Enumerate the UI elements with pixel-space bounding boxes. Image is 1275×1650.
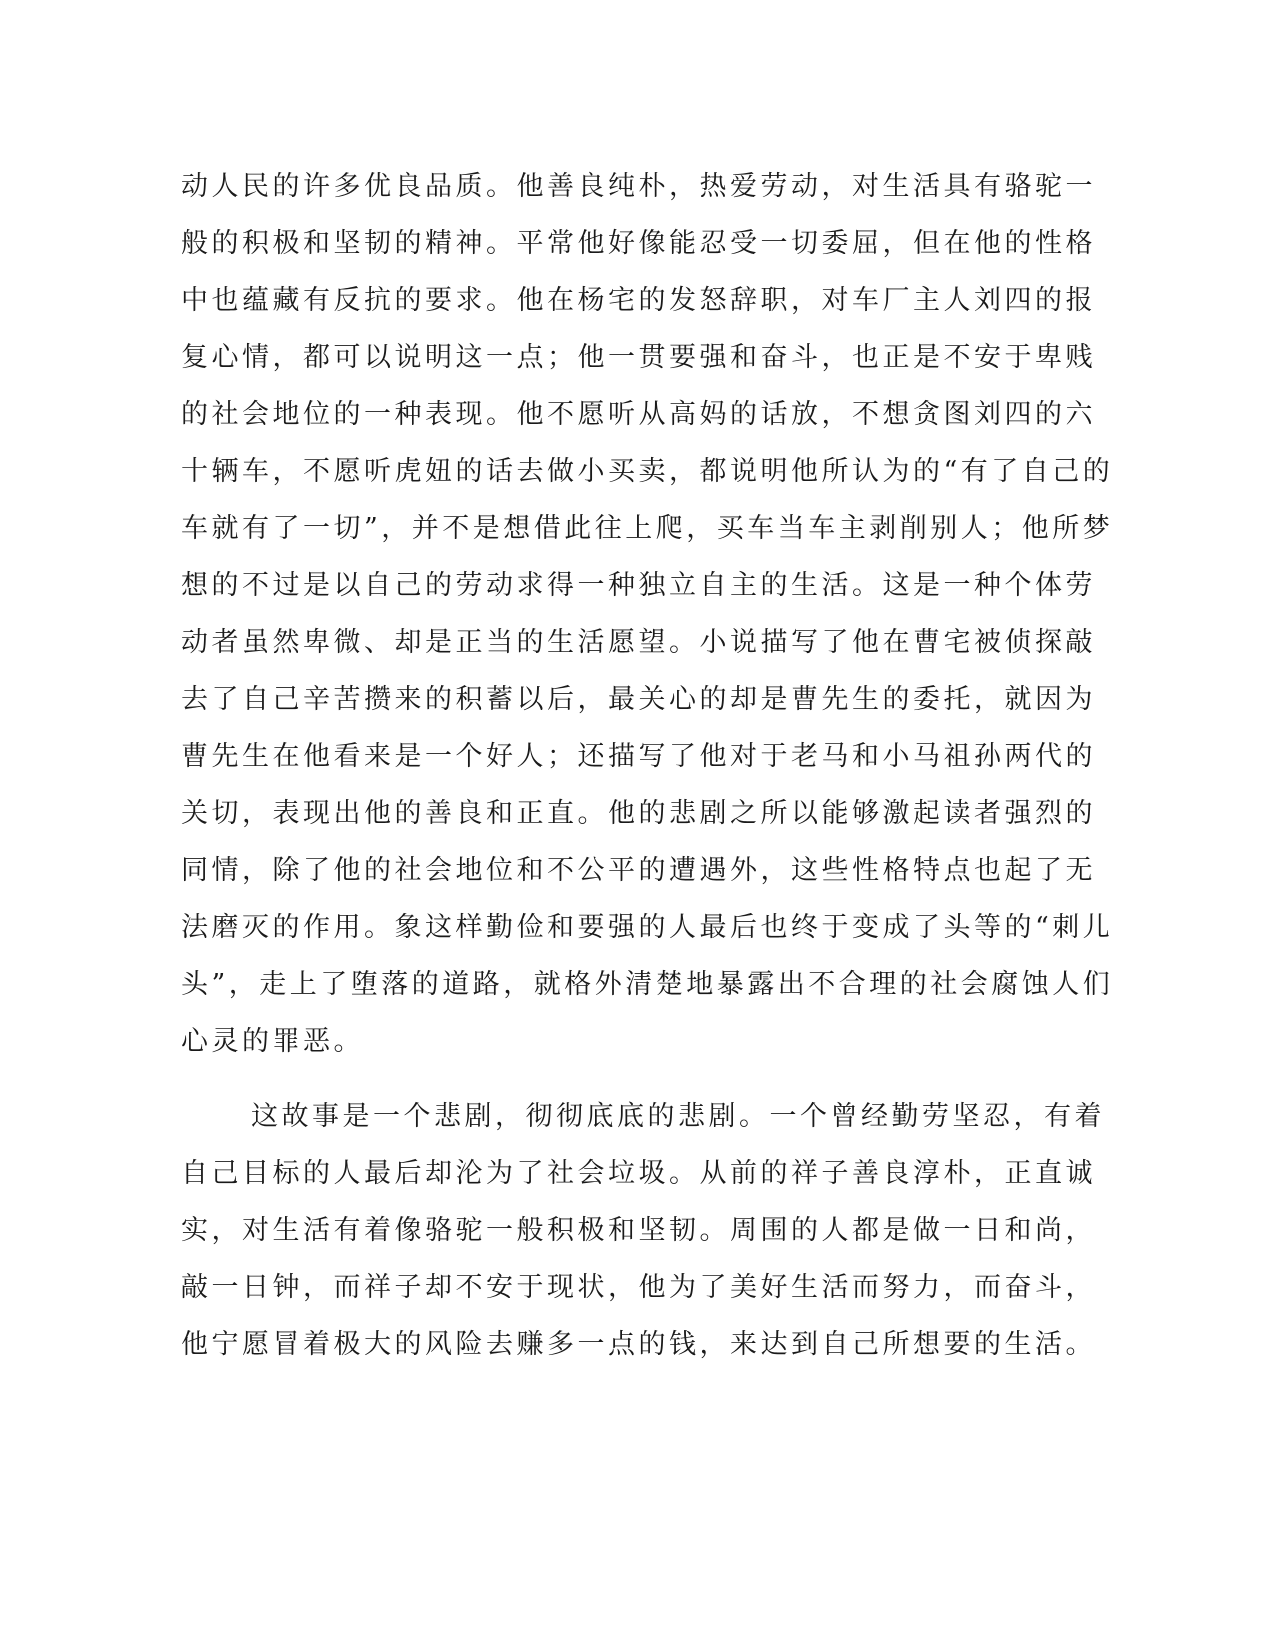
- text-line: 十辆车，不愿听虎妞的话去做小买卖，都说明他所认为的“有了自己的: [181, 456, 1114, 487]
- text-line: 的社会地位的一种表现。他不愿听从高妈的话放，不想贪图刘四的六: [181, 399, 1096, 430]
- text-line: 曹先生在他看来是一个好人；还描写了他对于老马和小马祖孙两代的: [181, 741, 1096, 772]
- text-line: 他宁愿冒着极大的风险去赚多一点的钱，来达到自己所想要的生活。: [181, 1329, 1096, 1360]
- text-line: 关切，表现出他的善良和正直。他的悲剧之所以能够激起读者强烈的: [181, 798, 1096, 829]
- paragraph-1: [181, 158, 1114, 1070]
- text-line: 动人民的许多优良品质。他善良纯朴，热爱劳动，对生活具有骆驼一: [181, 171, 1096, 202]
- text-line: 同情，除了他的社会地位和不公平的遭遇外，这些性格特点也起了无: [181, 855, 1096, 886]
- text-line: 自己目标的人最后却沦为了社会垃圾。从前的祥子善良淳朴，正直诚: [181, 1158, 1096, 1189]
- paragraph-spacing: [181, 1070, 1041, 1088]
- text-line: 中也蕴藏有反抗的要求。他在杨宅的发怒辞职，对车厂主人刘四的报: [181, 285, 1096, 316]
- text-line: 实，对生活有着像骆驼一般积极和坚韧。周围的人都是做一日和尚，: [181, 1215, 1096, 1246]
- text-line: 这故事是一个悲剧，彻彻底底的悲剧。一个曾经勤劳坚忍，有着: [251, 1101, 1105, 1132]
- text-line: 敲一日钟，而祥子却不安于现状，他为了美好生活而努力，而奋斗，: [181, 1272, 1096, 1303]
- text-line: 复心情，都可以说明这一点；他一贯要强和奋斗，也正是不安于卑贱: [181, 342, 1096, 373]
- text-line: 法磨灭的作用。象这样勤俭和要强的人最后也终于变成了头等的“刺儿: [181, 912, 1114, 943]
- text-line: 想的不过是以自己的劳动求得一种独立自主的生活。这是一种个体劳: [181, 570, 1096, 601]
- text-line: 动者虽然卑微、却是正当的生活愿望。小说描写了他在曹宅被侦探敲: [181, 627, 1096, 658]
- text-line: 心灵的罪恶。: [181, 1026, 364, 1057]
- text-line: 车就有了一切”，并不是想借此往上爬，买车当车主剥削别人；他所梦: [181, 513, 1114, 544]
- text-line: 般的积极和坚韧的精神。平常他好像能忍受一切委屈，但在他的性格: [181, 228, 1096, 259]
- paragraph-2: [181, 1088, 1105, 1373]
- text-line: 去了自己辛苦攒来的积蓄以后，最关心的却是曹先生的委托，就因为: [181, 684, 1096, 715]
- text-line: 头”，走上了堕落的道路，就格外清楚地暴露出不合理的社会腐蚀人们: [181, 969, 1114, 1000]
- document-body: [181, 158, 1114, 1373]
